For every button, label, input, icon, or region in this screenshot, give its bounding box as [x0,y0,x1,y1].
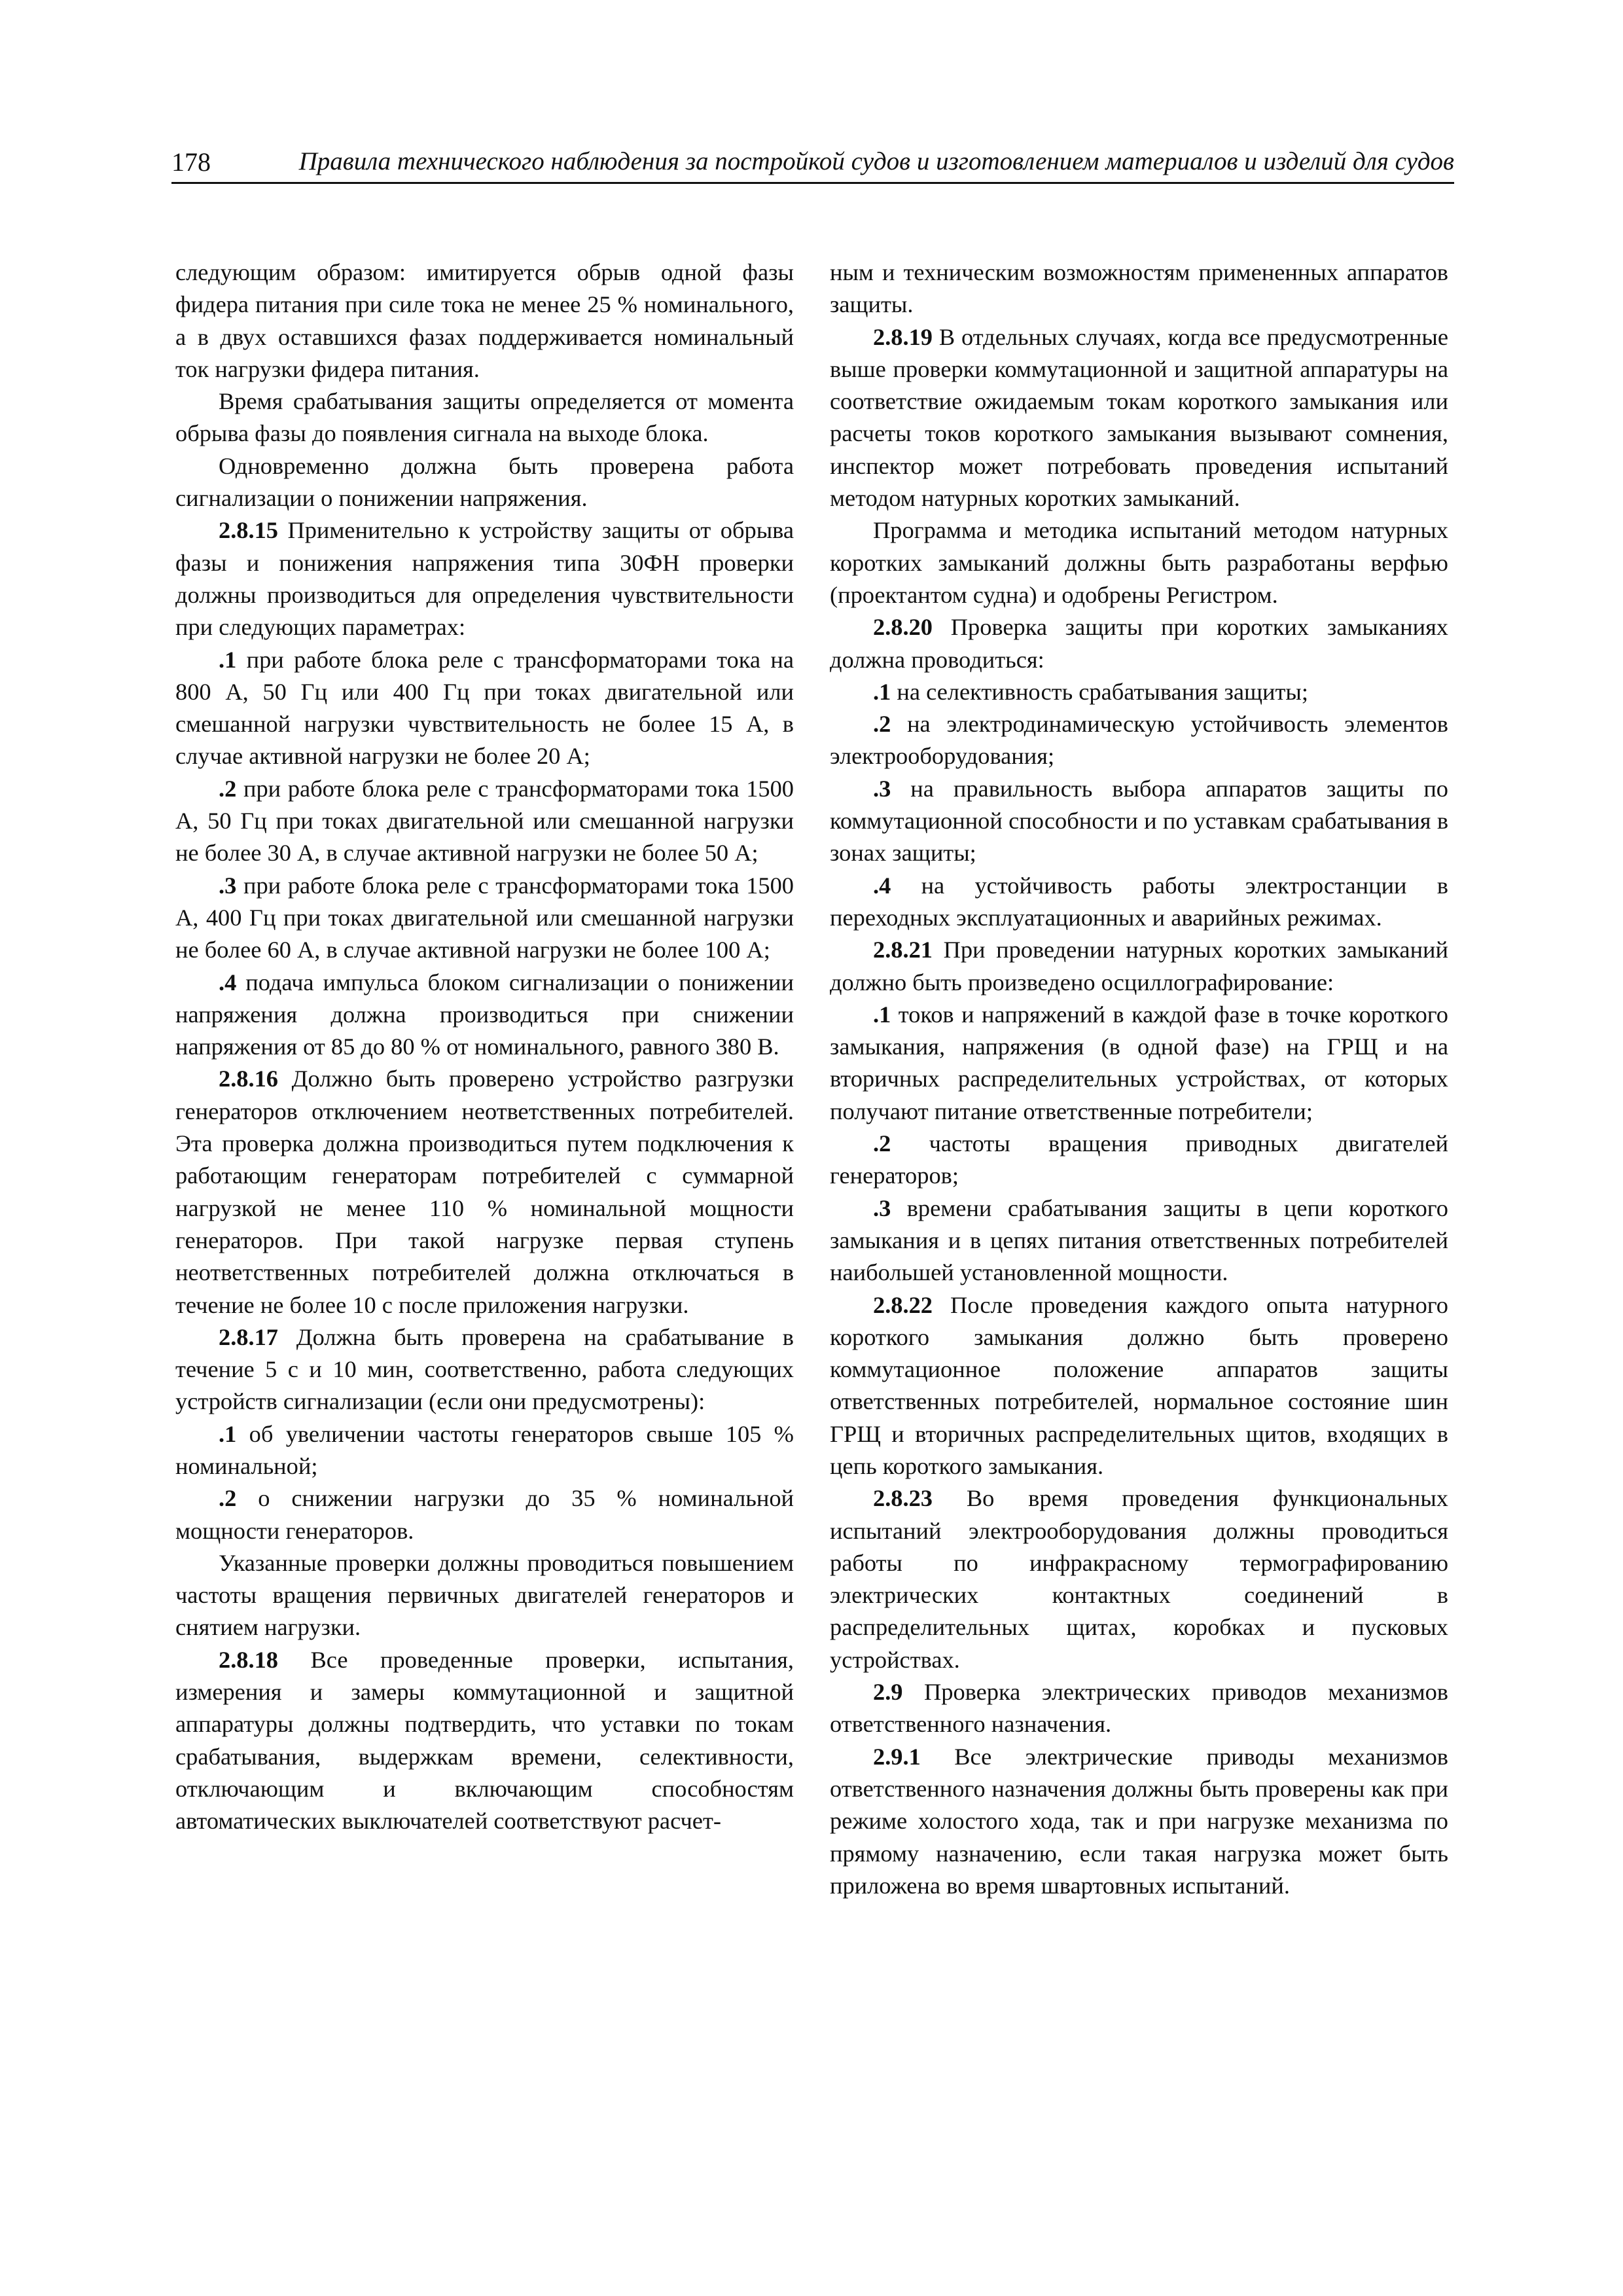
list-item: .3 на правильность выбора аппаратов защиты по коммутационной способности и по уставкам срабатывания в зонах защиты; [830,775,1448,867]
item-number: .1 [219,1420,237,1447]
clause-number: 2.8.17 [219,1323,278,1350]
clause-2-8-19: 2.8.19 В отдельных случаях, когда все предусмотренные выше проверки коммутационной и защитной аппаратуры на соответствие ожидаемым токам короткого замыкания или расчеты токов короткого замыкания вызывают сомнения, инспектор может потребовать проведения испытаний методом натурных коротких замыканий. [830,323,1448,512]
list-item: .2 частоты вращения приводных двигателей генераторов; [830,1130,1448,1189]
item-number: .3 [219,872,237,899]
paragraph: Одновременно должна быть проверена работа сигнализации о понижении напряжения. [175,452,794,512]
item-number: .2 [219,1485,237,1512]
paragraph: Время срабатывания защиты определяется от момента обрыва фазы до появления сигнала на выходе блока. [175,388,794,447]
clause-number: 2.8.18 [219,1646,278,1673]
item-number: .1 [219,646,237,673]
list-item: .1 при работе блока реле с трансформаторами тока на 800 А, 50 Гц или 400 Гц при токах двигательной или смешанной нагрузки чувствительность не более 15 А, в случае активной нагрузки не более 20 А; [175,646,794,770]
paragraph: Программа и методика испытаний методом натурных коротких замыканий должны быть разработаны верфью (проектантом судна) и одобрены Регистром. [830,517,1448,608]
clause-number: 2.8.15 [219,517,278,544]
clause-2-8-20: 2.8.20 Проверка защиты при коротких замыканиях должна проводиться: [830,614,1448,673]
item-number: .1 [873,1001,891,1028]
clause-2-8-15: 2.8.15 Применительно к устройству защиты от обрыва фазы и понижения напряжения типа 30ФН проверки должны производиться для определения чувствительности при следующих параметрах: [175,517,794,641]
page-number: 178 [171,147,211,177]
list-item: .1 на селективность срабатывания защиты; [873,678,1308,705]
list-item: .1 токов и напряжений в каждой фазе в точке короткого замыкания, напряжения (в одной фазе) на ГРЩ и на вторичных распределительных устройствах, от которых получают питание ответственные потребители; [830,1001,1448,1124]
clause-number: 2.9 [873,1679,903,1706]
clause-number: 2.8.20 [873,614,933,641]
clause-2-8-17: 2.8.17 Должна быть проверена на срабатывание в течение 5 с и 10 мин, соответственно, работа следующих устройств сигнализации (если они предусмотрены): [175,1323,794,1415]
paragraph: ным и техническим возможностям примененных аппаратов защиты. [830,259,1448,318]
page-header [171,143,1454,184]
clause-2-8-23: 2.8.23 Во время проведения функциональных испытаний электрооборудования должны проводиться работы по инфракрасному термографированию электрических контактных соединений в распределительных щитах, коробках и пусковых устройствах. [830,1485,1448,1673]
running-title: Правила технического наблюдения за постройкой судов и изготовлением материалов и изделий для судов [298,147,1454,175]
item-number: .2 [873,1130,891,1157]
paragraph: Указанные проверки должны проводиться повышением частоты вращения первичных двигателей генераторов и снятием нагрузки. [175,1549,794,1641]
item-number: .4 [873,872,891,899]
clause-2-8-22: 2.8.22 После проведения каждого опыта натурного короткого замыкания должно быть проверено коммутационное положение аппаратов защиты ответственных потребителей, нормальное состояние шин ГРЩ и вторичных распределительных щитов, входящих в цепь короткого замыкания. [830,1291,1448,1479]
left-column [175,257,794,1838]
clause-2-9: 2.9 Проверка электрических приводов механизмов ответственного назначения. [830,1679,1448,1738]
clause-2-8-16: 2.8.16 Должно быть проверено устройство разгрузки генераторов отключением неответственных потребителей. Эта проверка должна производиться путем подключения к работающим генераторам потребителей с суммарной нагрузкой не менее 110 % номинальной мощности генераторов. При такой нагрузке первая ступень неответственных потребителей должна отключаться в течение не более 10 с после приложения нагрузки. [175,1066,794,1318]
item-number: .4 [219,969,237,996]
item-number: .2 [873,711,891,738]
list-item: .4 на устойчивость работы электростанции в переходных эксплуатационных и аварийных режимах. [830,872,1448,931]
clause-2-8-21: 2.8.21 При проведении натурных коротких замыканий должно быть произведено осциллографирование: [830,937,1448,996]
list-item: .3 времени срабатывания защиты в цепи короткого замыкания и в цепях питания ответственных потребителей наибольшей установленной мощности. [830,1194,1448,1286]
list-item: .2 о снижении нагрузки до 35 % номинальной мощности генераторов. [175,1485,794,1544]
right-column [830,257,1448,1902]
list-item: .2 на электродинамическую устойчивость элементов электрооборудования; [830,711,1448,770]
clause-number: 2.8.19 [873,323,933,350]
paragraph: следующим образом: имитируется обрыв одной фазы фидера питания при силе тока не менее 25 % номинального, а в двух оставшихся фазах поддерживается номинальный ток нагрузки фидера питания. [175,259,794,382]
list-item: .4 подача импульса блоком сигнализации о понижении напряжения должна производиться при снижении напряжения от 85 до 80 % от номинального, равного 380 В. [175,969,794,1060]
clause-number: 2.8.16 [219,1066,278,1092]
clause-2-8-18: 2.8.18 Все проведенные проверки, испытания, измерения и замеры коммутационной и защитной аппаратуры должны подтвердить, что уставки по токам срабатывания, выдержкам времени, селективности, отключающим и включающим способностям автоматических выключателей соответствуют расчет- [175,1646,794,1835]
list-item: .1 об увеличении частоты генераторов свыше 105 % номинальной; [175,1420,794,1479]
item-number: .3 [873,775,891,802]
clause-number: 2.8.22 [873,1291,933,1318]
clause-number: 2.8.21 [873,937,933,963]
item-number: .1 [873,678,891,705]
item-number: .2 [219,775,237,802]
clause-number: 2.8.23 [873,1485,933,1512]
item-number: .3 [873,1194,891,1221]
list-item: .3 при работе блока реле с трансформаторами тока 1500 А, 400 Гц при токах двигательной или смешанной нагрузки не более 60 А, в случае активной нагрузки не более 100 А; [175,872,794,963]
list-item: .2 при работе блока реле с трансформаторами тока 1500 А, 50 Гц при токах двигательной или смешанной нагрузки не более 30 А, в случае активной нагрузки не более 50 А; [175,775,794,867]
clause-number: 2.9.1 [873,1743,921,1770]
clause-2-9-1: 2.9.1 Все электрические приводы механизмов ответственного назначения должны быть проверены как при режиме холостого хода, так и при нагрузке механизма по прямому назначению, если такая нагрузка может быть приложена во время швартовных испытаний. [830,1743,1448,1899]
